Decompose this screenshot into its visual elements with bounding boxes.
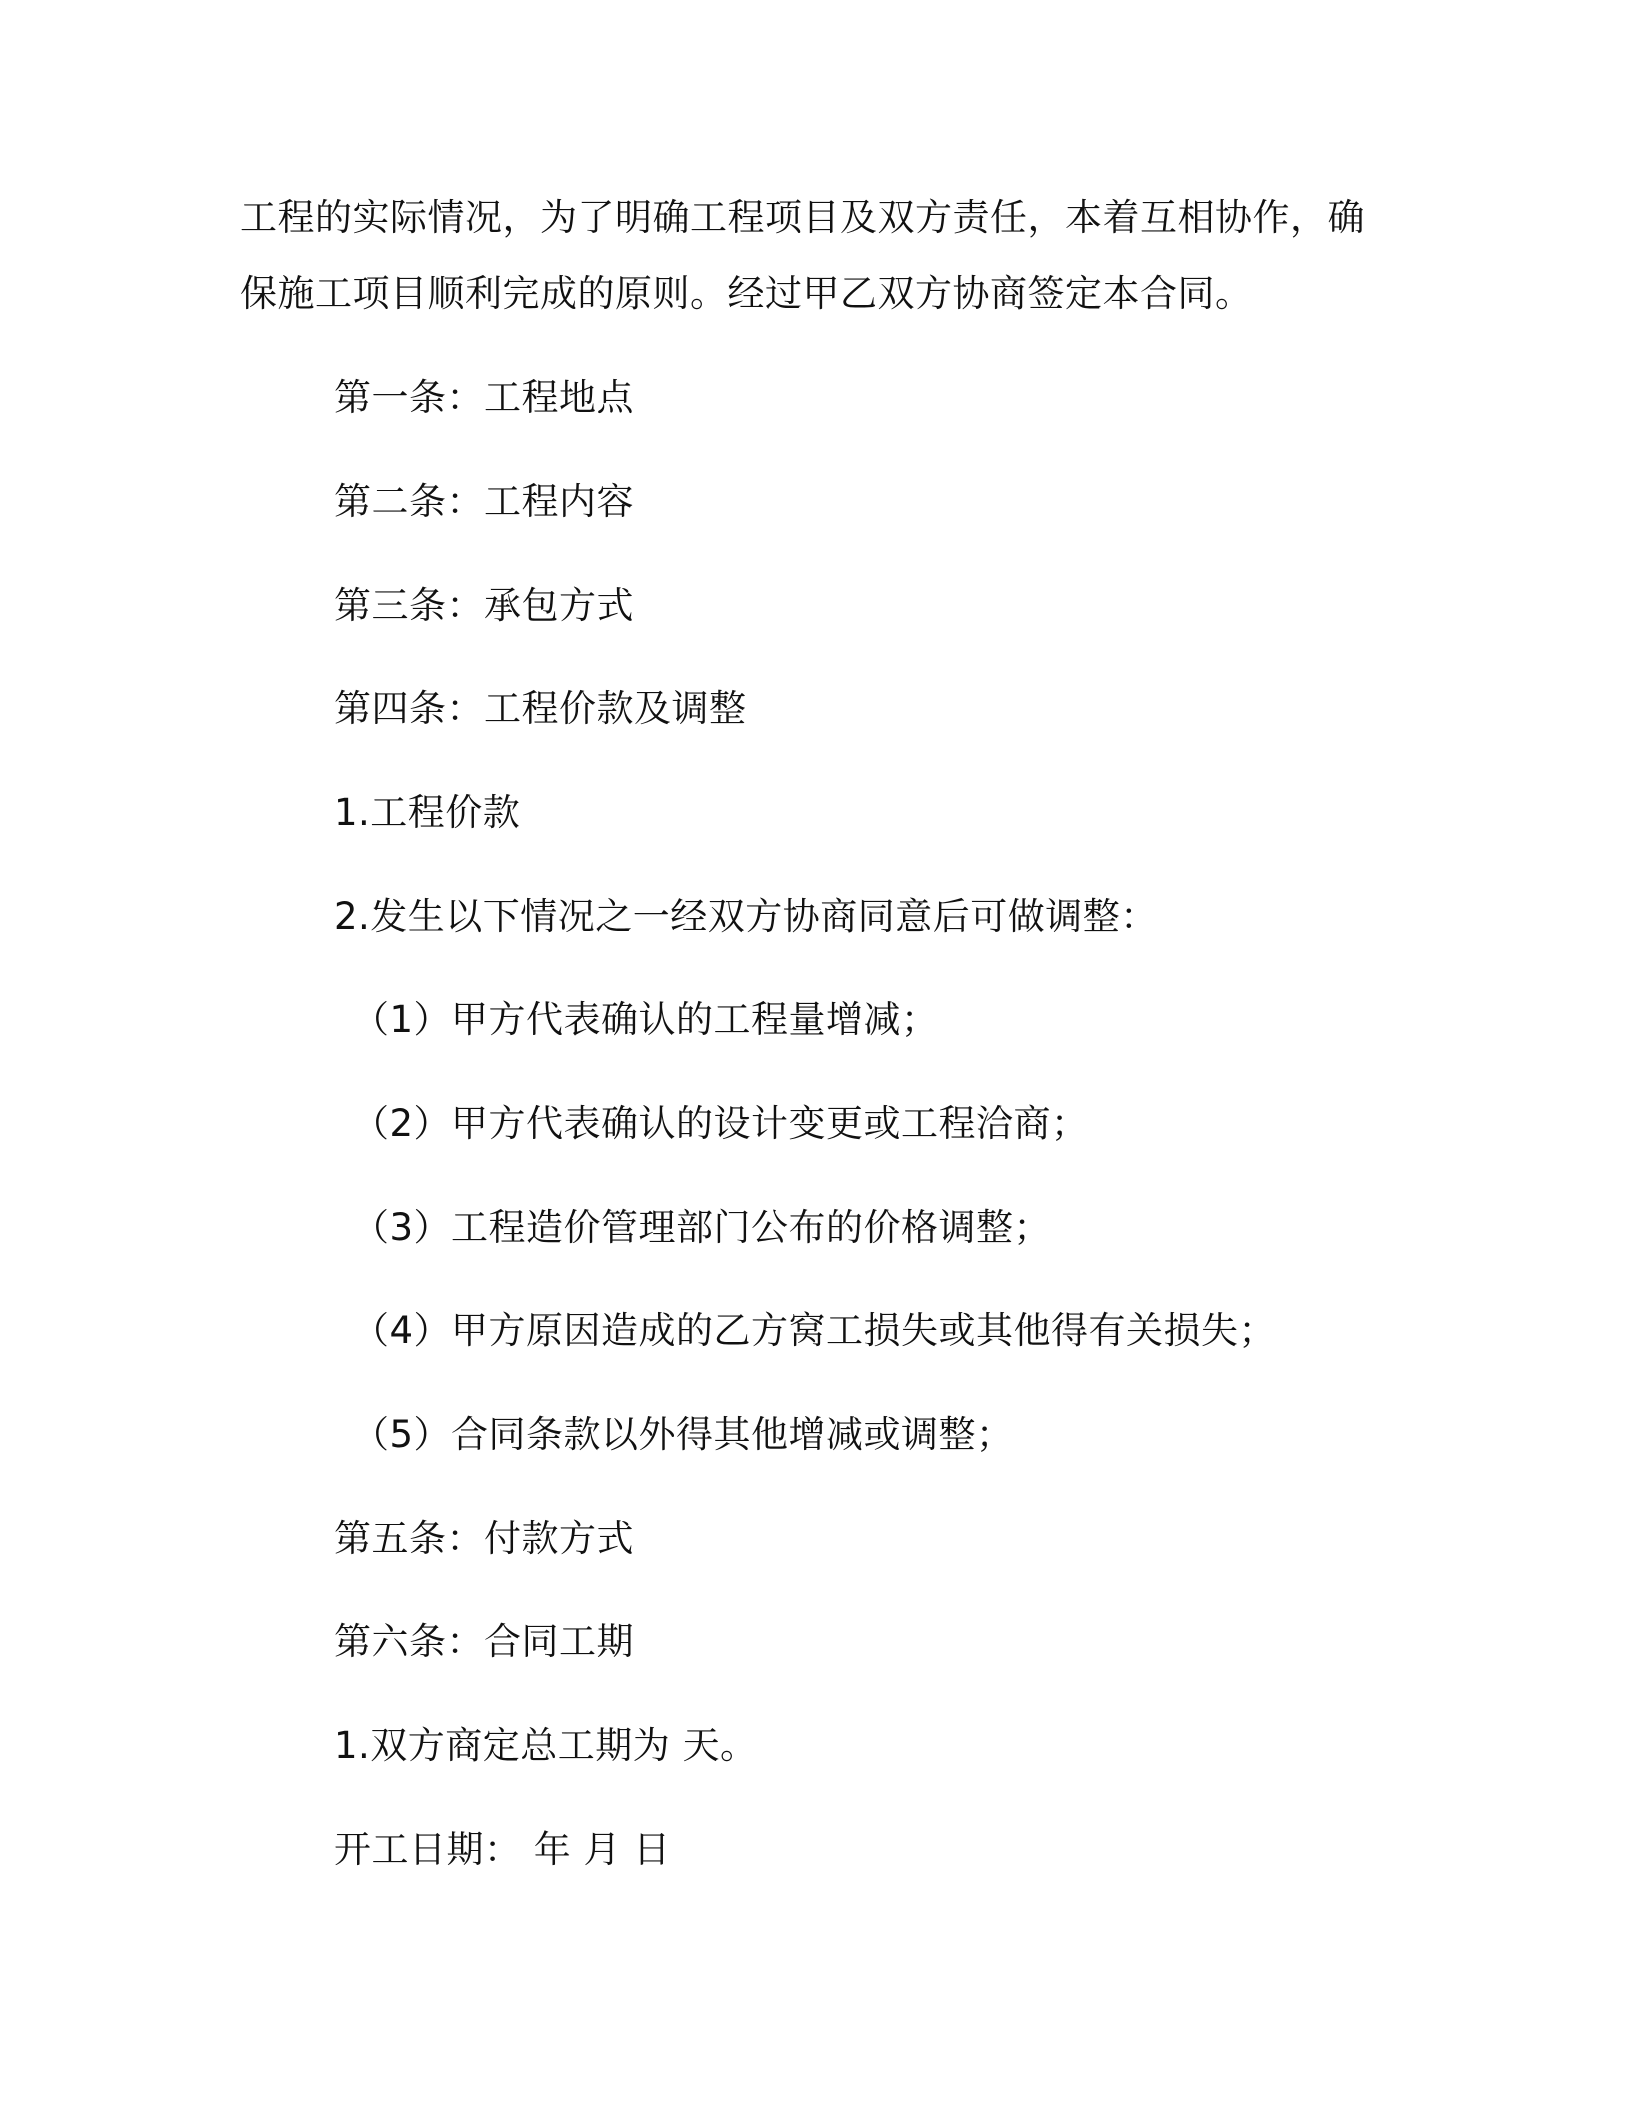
intro-paragraph-line-1: 工程的实际情况，为了明确工程项目及双方责任，本着互相协作，确	[240, 196, 1365, 239]
adjustment-item: （2）甲方代表确认的设计变更或工程洽商；	[352, 1102, 1089, 1145]
intro-paragraph-line-2: 保施工项目顺利完成的原则。经过甲乙双方协商签定本合同。	[240, 272, 1253, 315]
start-date-line: 开工日期： 年 月 日	[334, 1828, 671, 1871]
adjustment-item: （1）甲方代表确认的工程量增减；	[352, 998, 939, 1041]
article-5-heading: 第五条：付款方式	[334, 1517, 634, 1560]
adjustment-item: （5）合同条款以外得其他增减或调整；	[352, 1413, 1014, 1456]
article-2-heading: 第二条：工程内容	[334, 480, 634, 523]
adjustment-item: （4）甲方原因造成的乙方窝工损失或其他得有关损失；	[352, 1309, 1277, 1352]
article-4-item-1: 1.工程价款	[334, 791, 521, 834]
article-1-heading: 第一条：工程地点	[334, 376, 634, 419]
article-6-item-1: 1.双方商定总工期为 天。	[334, 1724, 758, 1767]
adjustment-item: （3）工程造价管理部门公布的价格调整；	[352, 1206, 1052, 1249]
article-6-heading: 第六条：合同工期	[334, 1620, 634, 1663]
article-4-heading: 第四条：工程价款及调整	[334, 687, 747, 730]
article-4-item-2: 2.发生以下情况之一经双方协商同意后可做调整：	[334, 895, 1158, 938]
article-3-heading: 第三条：承包方式	[334, 584, 634, 627]
